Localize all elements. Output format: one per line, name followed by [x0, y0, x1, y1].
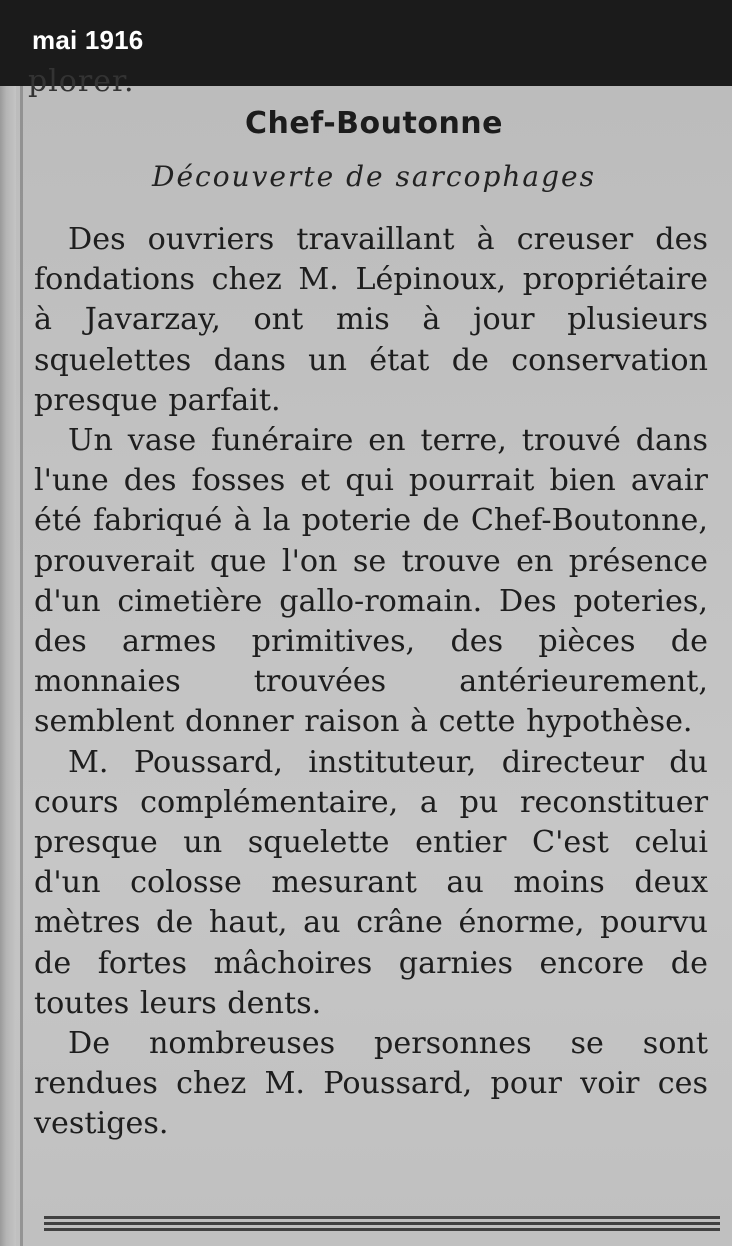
page-title: mai 1916: [32, 25, 144, 55]
newspaper-clipping-image: [0, 64, 732, 1246]
article-end-rule: [44, 1214, 720, 1234]
article-paragraph: Un vase funéraire en terre, trouvé dans l'une des fosses et qui pourrait bien avair été fabriqué à la poterie de Chef-Boutonne, prouverait que l'on se trouve en présence d'un cimetière gallo-romain. Des poteries, des armes primitives, des pièces de monnaies trouvées antérieurement, semblent donner raison à cette hypothèse.: [34, 423, 708, 740]
article-headline: Chef-Boutonne: [244, 106, 504, 141]
column-rule: [20, 86, 23, 1246]
previous-article-remnant: plorer.: [28, 64, 135, 99]
article-subheadline: Découverte de sarcophages: [152, 160, 596, 193]
article-paragraph: M. Poussard, instituteur, directeur du cours complémentaire, a pu reconstituer presque un squelette entier C'est celui d'un colosse mesurant au moins deux mètres de haut, au crâne énorme, pourvu de fortes mâchoires garnies encore de toutes leurs dents.: [34, 744, 708, 1021]
column-edge: [0, 86, 16, 1246]
article-body: [34, 220, 708, 1145]
article-paragraph: De nombreuses personnes se sont rendues chez M. Poussard, pour voir ces vestiges.: [34, 1026, 708, 1142]
article-paragraph: Des ouvriers travaillant à creuser des fondations chez M. Lépinoux, propriétaire à Javarzay, ont mis à jour plusieurs squelettes dans un état de conservation presque parfait.: [34, 222, 708, 418]
